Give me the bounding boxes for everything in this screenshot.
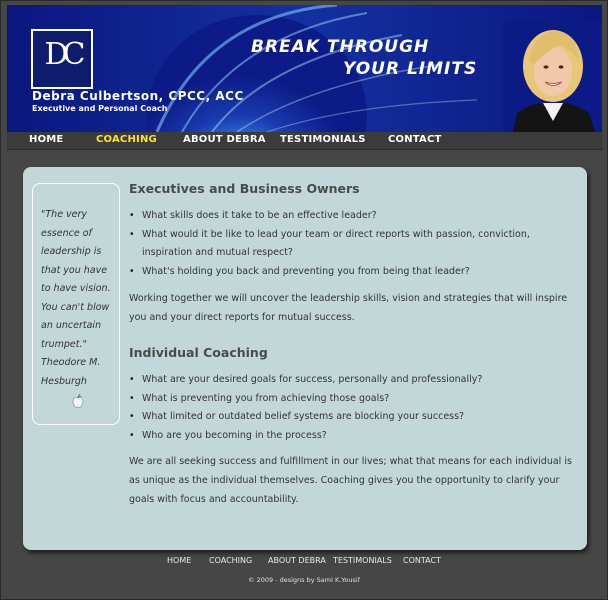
list-item: • What would it be like to lead your team or direct reports with passion, conviction, inspiration and mutual respect?	[129, 226, 579, 263]
quote-block	[41, 206, 111, 391]
main-nav	[7, 132, 602, 150]
quote-sidebar	[32, 183, 120, 425]
nav-coaching[interactable]: COACHING	[96, 134, 157, 145]
tagline-line1: BREAK THROUGH	[251, 37, 430, 57]
footer-link-about-debra[interactable]: ABOUT DEBRA	[268, 556, 326, 565]
quote-text: "The very essence of leadership is that you have to have vision. You can't blow an uncertain trumpet."	[41, 209, 111, 350]
individual-question-list	[129, 371, 579, 446]
nav-contact[interactable]: CONTACT	[388, 134, 442, 145]
footer-link-testimonials[interactable]: TESTIMONIALS	[333, 556, 392, 565]
footer-link-contact[interactable]: CONTACT	[403, 556, 441, 565]
section-heading-executives: Executives and Business Owners	[129, 181, 360, 196]
nav-home[interactable]: HOME	[29, 134, 64, 145]
individual-paragraph: We are all seeking success and fulfillment in our lives; what that means for each individual is as unique as the individual themselves. Coaching gives you the opportunity to clarify your goals with focus and accountability.	[129, 456, 572, 505]
nav-about-debra[interactable]: ABOUT DEBRA	[183, 134, 266, 145]
apple-icon	[72, 394, 84, 408]
logo-monogram: DC	[44, 37, 80, 72]
quote-author: Theodore M. Hesburgh	[41, 357, 101, 387]
list-item: • What's holding you back and preventing you from being that leader?	[129, 263, 579, 282]
content-panel	[23, 167, 587, 550]
list-item: • What skills does it take to be an effective leader?	[129, 207, 579, 226]
list-item: • Who are you becoming in the process?	[129, 427, 579, 446]
list-item: • What are your desired goals for success, personally and professionally?	[129, 371, 579, 390]
coach-portrait	[503, 21, 602, 132]
section-heading-individual: Individual Coaching	[129, 345, 268, 360]
footer-nav	[1, 556, 607, 570]
executives-paragraph: Working together we will uncover the leadership skills, vision and strategies that will inspire you and your direct reports for mutual success.	[129, 293, 568, 323]
tagline-line2: YOUR LIMITS	[343, 59, 478, 79]
logo[interactable]	[31, 29, 93, 89]
brand-name: Debra Culbertson, CPCC, ACC	[32, 89, 244, 103]
list-item: • What limited or outdated belief systems are blocking your success?	[129, 408, 579, 427]
site-header	[7, 5, 602, 132]
copyright-notice: © 2009 - designs by Sami K.Yousif	[248, 576, 360, 584]
brand-title: Executive and Personal Coach	[32, 104, 168, 113]
footer-link-coaching[interactable]: COACHING	[209, 556, 253, 565]
nav-testimonials[interactable]: TESTIMONIALS	[280, 134, 366, 145]
list-item: • What is preventing you from achieving those goals?	[129, 390, 579, 409]
footer-link-home[interactable]: HOME	[167, 556, 192, 565]
executives-question-list	[129, 207, 579, 282]
